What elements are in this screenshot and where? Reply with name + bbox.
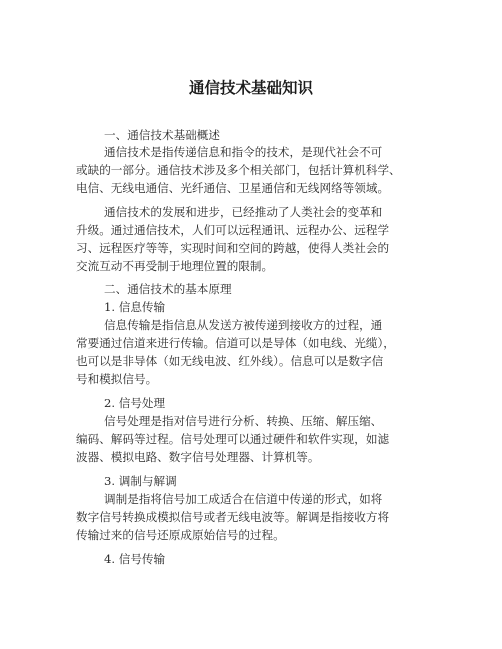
- document-title: 通信技术基础知识: [188, 79, 313, 97]
- subsection-heading: 1. 信息传输: [104, 300, 166, 314]
- subsection-heading: 3. 调制与解调: [104, 474, 177, 488]
- paragraph-line: 波器、模拟电路、数字信号处理器、计算机等。: [76, 450, 320, 464]
- paragraph-line: 信息传输是指信息从发送方被传递到接收方的过程，通: [104, 318, 383, 332]
- paragraph-line: 习、远程医疗等等，实现时间和空间的跨越，使得人类社会的: [76, 241, 390, 255]
- section-heading-1: 一、通信技术基础概述: [104, 128, 220, 142]
- paragraph-line: 电信、无线电通信、光纤通信、卫星通信和无线网络等领域。: [76, 181, 390, 195]
- subsection-heading: 4. 信号传输: [104, 552, 166, 566]
- paragraph-line: 数字信号转换成模拟信号或者无线电波等。解调是指接收方将: [76, 510, 390, 524]
- paragraph-line: 调制是指将信号加工成适合在信道中传递的形式，如将: [104, 492, 383, 506]
- paragraph-line: 传输过来的信号还原成原始信号的过程。: [76, 528, 285, 542]
- paragraph-line: 交流互动不再受制于地理位置的限制。: [76, 259, 274, 273]
- paragraph-line: 升级。通过通信技术，人们可以远程通讯、远程办公、远程学: [76, 223, 390, 237]
- paragraph-line: 通信技术是指传递信息和指令的技术，是现代社会不可: [104, 145, 383, 159]
- paragraph-line: 或缺的一部分。通信技术涉及多个相关部门，包括计算机科学、: [76, 163, 401, 177]
- paragraph-line: 常要通过信道来进行传输。信道可以是导体（如电线、光缆），: [76, 336, 395, 350]
- section-heading-2: 二、通信技术的基本原理: [104, 282, 232, 296]
- paragraph-line: 号和模拟信号。: [76, 372, 158, 386]
- subsection-heading: 2. 信号处理: [104, 396, 166, 410]
- paragraph-line: 信号处理是指对信号进行分析、转换、压缩、解压缩、: [104, 414, 383, 428]
- paragraph-line: 通信技术的发展和进步，已经推动了人类社会的变革和: [104, 205, 383, 219]
- paragraph-line: 也可以是非导体（如无线电波、红外线）。信息可以是数字信: [76, 354, 384, 368]
- paragraph-line: 编码、解码等过程。信号处理可以通过硬件和软件实现，如滤: [76, 432, 390, 446]
